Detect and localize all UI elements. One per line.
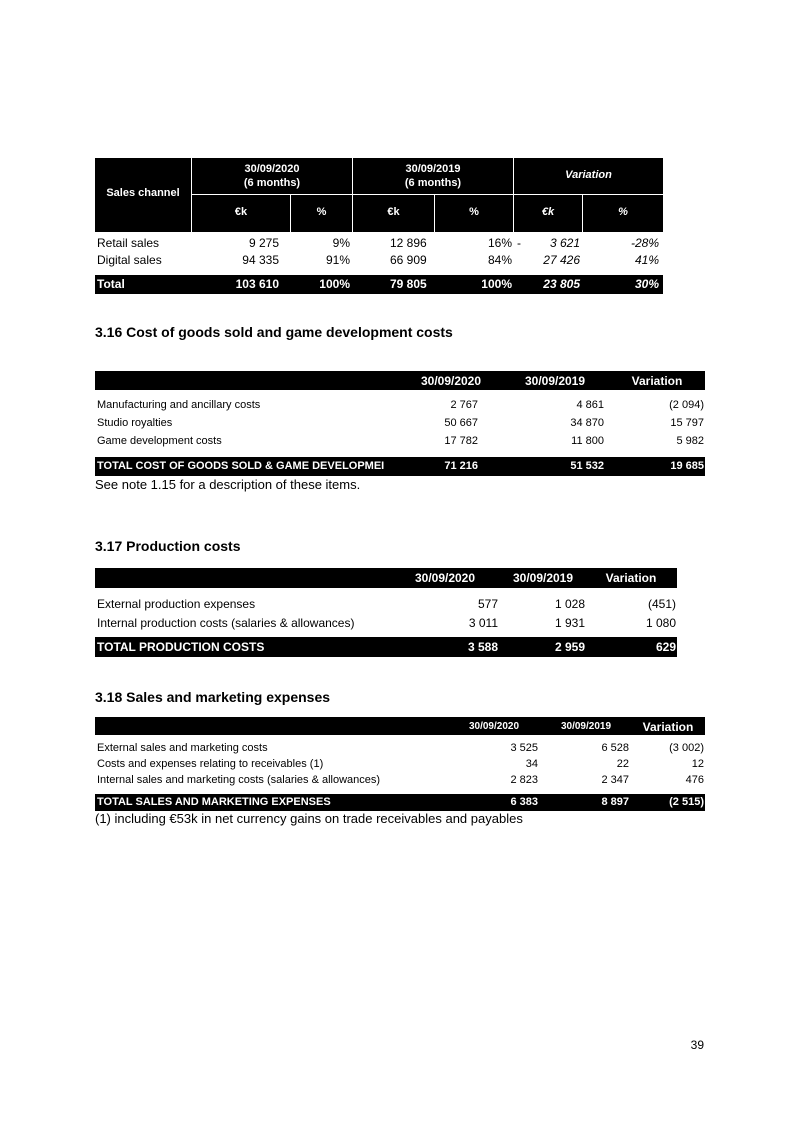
total-variation-pct: 30%: [634, 277, 659, 291]
row-label: Studio royalties: [97, 417, 173, 429]
row-label: Digital sales: [97, 253, 162, 267]
total-cell: 6 383: [510, 796, 538, 808]
section-heading: 3.18 Sales and marketing expenses: [95, 689, 331, 705]
row-label: Internal production costs (salaries & allowances): [97, 616, 355, 630]
footnote: (1) including €53k in net currency gains on trade receivables and payables: [95, 811, 523, 826]
col-header: 30/09/2020: [420, 374, 482, 388]
col-header: 30/09/2019: [512, 571, 574, 585]
row-label: Game development costs: [97, 435, 222, 447]
cell: (451): [647, 597, 676, 611]
cell-variation-ek: 3 621: [549, 236, 580, 250]
col-header-pct: %: [469, 206, 479, 218]
section-note: See note 1.15 for a description of these items.: [95, 477, 361, 492]
cell: 6 528: [601, 742, 629, 754]
cell: 1 931: [554, 616, 585, 630]
cell-pct2: 84%: [487, 253, 512, 267]
total-cell: 8 897: [601, 796, 629, 808]
total-label: TOTAL PRODUCTION COSTS: [97, 640, 265, 654]
col-header: Variation: [642, 720, 694, 734]
row-label: Manufacturing and ancillary costs: [97, 399, 261, 411]
cell: 577: [477, 597, 498, 611]
cell: 3 011: [468, 616, 498, 630]
divider: [192, 194, 663, 195]
cell: 12: [691, 758, 704, 770]
col-header: 30/09/2020: [414, 571, 476, 585]
total-pct2: 100%: [481, 277, 512, 291]
col-header-ek: €k: [387, 206, 400, 218]
cell-variation-pct: -28%: [630, 236, 659, 250]
col-header-sales-channel: Sales channel: [106, 187, 180, 199]
cell: (2 094): [669, 399, 704, 411]
total-pct1: 100%: [319, 277, 350, 291]
cell: 22: [616, 758, 629, 770]
cell: 1 080: [645, 616, 676, 630]
col-header-pct: %: [618, 206, 628, 218]
cell-variation-pct: 41%: [634, 253, 659, 267]
total-label: TOTAL COST OF GOODS SOLD & GAME DEVELOPMEI: [97, 460, 385, 472]
total-ek1: 103 610: [235, 277, 279, 291]
cell: 50 667: [444, 417, 478, 429]
col-header: 30/09/2019: [524, 374, 586, 388]
total-cell: 629: [655, 640, 676, 654]
total-variation-ek: 23 805: [543, 277, 580, 291]
cell: 4 861: [576, 399, 604, 411]
col-header-period2: 30/09/2019: [405, 163, 461, 175]
total-cell: 3 588: [467, 640, 498, 654]
row-label: Internal sales and marketing costs (salaries & allowances): [97, 774, 381, 786]
cell: 34 870: [570, 417, 604, 429]
page-number: 39: [690, 1038, 704, 1052]
col-header: Variation: [605, 571, 657, 585]
col-header-pct: %: [316, 206, 327, 218]
section-heading: 3.17 Production costs: [95, 538, 241, 554]
total-cell: 51 532: [570, 460, 604, 472]
total-ek2: 79 805: [390, 277, 427, 291]
cell-pct1: 9%: [332, 236, 350, 250]
cell: 17 782: [444, 435, 478, 447]
cell: 34: [525, 758, 538, 770]
cell-pct2: 16%: [487, 236, 512, 250]
col-header-period1-sub: (6 months): [243, 177, 301, 189]
col-header-ek: €k: [541, 206, 555, 218]
cell: 2 823: [510, 774, 538, 786]
col-header: 30/09/2020: [468, 721, 520, 732]
row-label: External sales and marketing costs: [97, 742, 268, 754]
total-cell: 71 216: [444, 460, 478, 472]
col-header-period2-sub: (6 months): [404, 177, 462, 189]
cell-ek2: 66 909: [390, 253, 427, 267]
cell: 11 800: [571, 435, 604, 447]
cell: (3 002): [669, 742, 704, 754]
total-label: TOTAL SALES AND MARKETING EXPENSES: [97, 796, 331, 808]
total-label: Total: [97, 277, 125, 291]
section-heading: 3.16 Cost of goods sold and game development costs: [95, 324, 453, 340]
cell-pct1: 91%: [325, 253, 350, 267]
col-header: 30/09/2019: [560, 721, 612, 732]
cell: 3 525: [510, 742, 538, 754]
cell-ek1: 9 275: [248, 236, 279, 250]
cell: 2 347: [601, 774, 629, 786]
cell: 15 797: [670, 417, 704, 429]
cell: 476: [685, 774, 704, 786]
row-label: Costs and expenses relating to receivables (1): [97, 758, 324, 770]
negative-sign: -: [517, 236, 521, 250]
cell-ek1: 94 335: [242, 253, 279, 267]
cell: 1 028: [554, 597, 585, 611]
cell-variation-ek: 27 426: [543, 253, 580, 267]
total-cell: 2 959: [554, 640, 585, 654]
cell: 2 767: [450, 399, 478, 411]
row-label: Retail sales: [97, 236, 160, 250]
total-cell: (2 515): [669, 796, 704, 808]
row-label: External production expenses: [97, 597, 256, 611]
col-header-period1: 30/09/2020: [244, 163, 300, 175]
cell: 5 982: [676, 435, 704, 447]
col-header-variation: Variation: [565, 169, 612, 181]
col-header: Variation: [631, 374, 683, 388]
total-cell: 19 685: [670, 460, 704, 472]
cell-ek2: 12 896: [390, 236, 427, 250]
col-header-ek: €k: [234, 206, 248, 218]
